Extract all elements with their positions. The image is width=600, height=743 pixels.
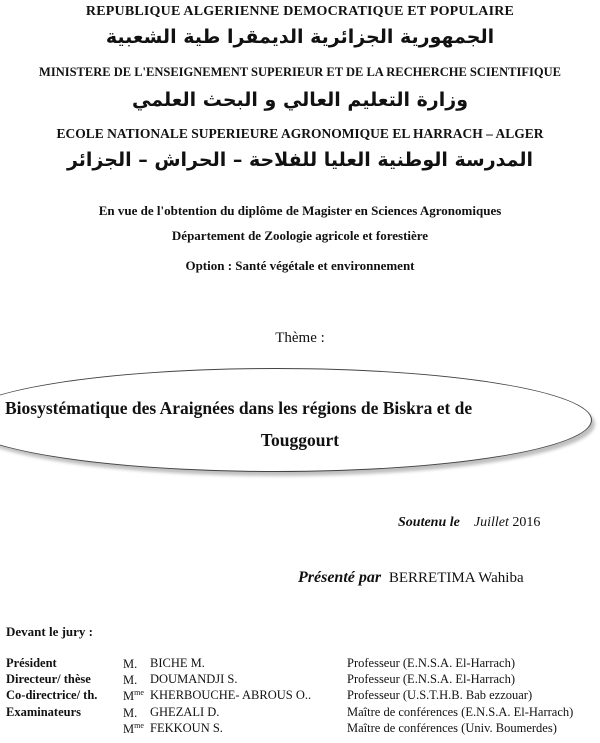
ministry-title-ar: وزارة التعليم العالي و البحث العلمي [132, 89, 468, 111]
department-line: Département de Zoologie agricole et forestière [171, 228, 429, 243]
jury-row [0, 656, 600, 672]
jury-row [0, 705, 600, 721]
presenter-name: BERRETIMA Wahiba [388, 570, 524, 586]
defense-date [398, 515, 540, 531]
jury-role: Président [6, 656, 57, 670]
jury-heading: Devant le jury : [6, 624, 94, 639]
jury-name: KHERBOUCHE- ABROUS O.. [150, 688, 312, 702]
jury-civility: M. [123, 706, 138, 721]
jury-institution: Maître de conférences (E.N.S.A. El-Harrach) [347, 705, 574, 719]
jury-civility: M. [123, 657, 138, 672]
presenter-label: Présenté par [298, 569, 382, 586]
defense-year: 2016 [512, 515, 541, 530]
option-line: Option : Santé végétale et environnement [185, 258, 415, 273]
defense-label: Soutenu le [398, 515, 460, 530]
theme-label: Thème : [275, 330, 325, 346]
jury-civility: $M^{me}$ [123, 721, 144, 737]
thesis-title-line-2: Touggourt [260, 430, 340, 450]
school-title-ar: المدرسة الوطنية العليا للفلاحة – الحراش – الجزائر [66, 149, 534, 171]
thesis-title-line-1: Biosystématique des Araignées dans les régions de Biskra et de [5, 398, 473, 418]
presenter [298, 569, 524, 587]
jury-institution: Professeur (U.S.T.H.B. Bab ezzouar) [347, 688, 533, 702]
jury-role: Directeur/ thèse [6, 672, 91, 686]
jury-name: DOUMANDJI S. [150, 672, 238, 686]
jury-name: BICHE M. [150, 656, 205, 670]
jury-name: FEKKOUN S. [150, 721, 223, 735]
school-title-fr: ECOLE NATIONALE SUPERIEURE AGRONOMIQUE EL HARRACH – ALGER [56, 126, 544, 141]
jury-institution: Maître de conférences (Univ. Boumerdes) [347, 721, 557, 735]
defense-month: Juillet [473, 515, 509, 530]
jury-row [0, 688, 600, 704]
republic-title-ar: الجمهورية الجزائرية الديمقرا طية الشعبية [105, 26, 495, 48]
jury-institution: Professeur (E.N.S.A. El-Harrach) [347, 656, 515, 670]
jury-row [0, 721, 600, 737]
jury-role: Co-directrice/ th. [6, 688, 98, 702]
title-oval-frame [0, 368, 592, 472]
jury-row [0, 672, 600, 688]
jury-civility: M. [123, 673, 138, 688]
jury-civility: $M^{me}$ [123, 688, 144, 704]
jury-institution: Professeur (E.N.S.A. El-Harrach) [347, 672, 515, 686]
jury-name: GHEZALI D. [150, 705, 220, 719]
jury-role: Examinateurs [6, 705, 81, 719]
ministry-title-fr: MINISTERE DE L'ENSEIGNEMENT SUPERIEUR ET DE LA RECHERCHE SCIENTIFIQUE [39, 65, 561, 79]
republic-title-fr: REPUBLIQUE ALGERIENNE DEMOCRATIQUE ET POPULAIRE [85, 4, 515, 19]
diploma-line: En vue de l'obtention du diplôme de Magister en Sciences Agronomiques [98, 203, 502, 218]
